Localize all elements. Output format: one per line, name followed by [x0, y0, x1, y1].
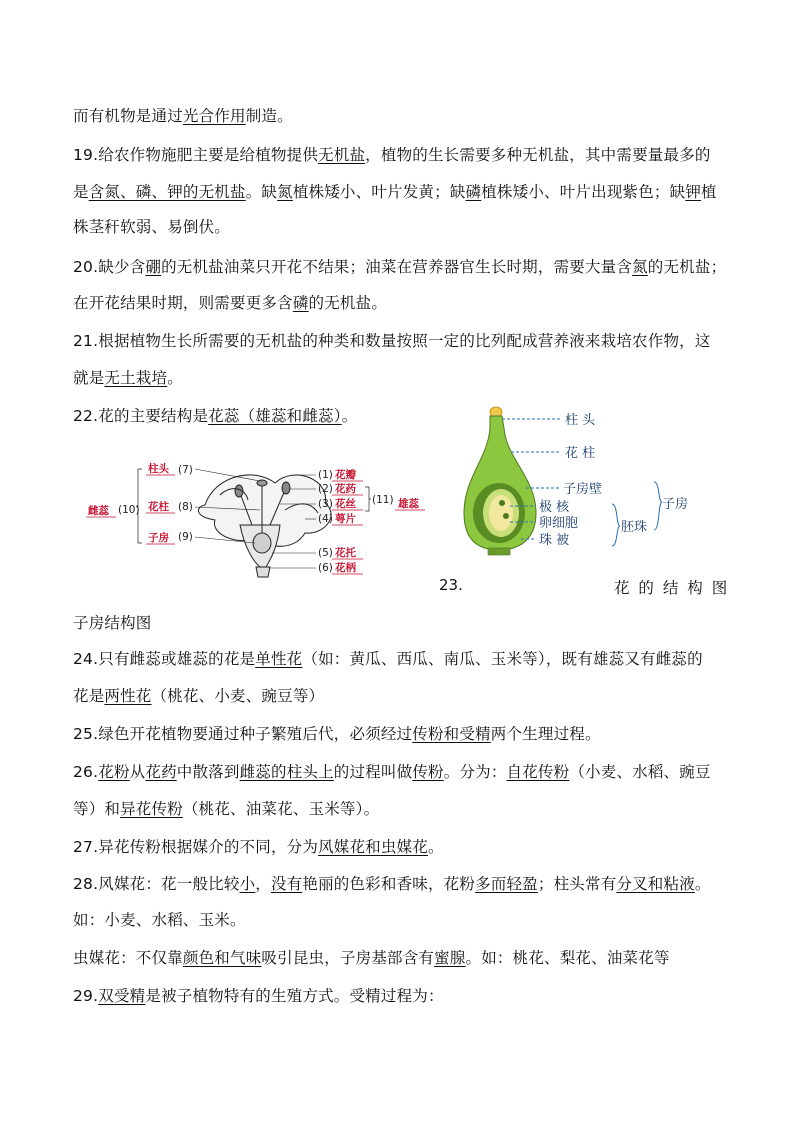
- line-20a: [73, 257, 726, 277]
- text-span: 20.缺少含: [73, 258, 146, 276]
- text-span: 虫媒花：不仅靠: [73, 949, 183, 967]
- label-pedicel: 花柄: [335, 562, 356, 574]
- label-ovule: 胚珠: [621, 520, 648, 535]
- underlined-term: 硼: [145, 258, 162, 276]
- text-span: 。: [694, 875, 711, 893]
- label-stigma-2: 柱 头: [565, 413, 596, 428]
- text-span: 的无机盐油菜只开花不结果；油菜在营养器官生长时期，需要大量含: [161, 258, 633, 276]
- line-19b: [73, 182, 717, 202]
- num-10: (10): [118, 504, 140, 516]
- text-span: 中散落到: [176, 763, 240, 781]
- line-26b: [73, 799, 379, 819]
- underlined-term: 小: [239, 875, 256, 893]
- underlined-term: 花粉: [98, 763, 130, 781]
- text-span: 。: [427, 838, 444, 856]
- underlined-term: 磷: [292, 294, 309, 312]
- underlined-term: 雌蕊的柱头上: [239, 763, 334, 781]
- text-span: 从: [129, 763, 146, 781]
- text-span: 26.: [73, 763, 99, 781]
- text-span: 的无机盐；: [647, 258, 727, 276]
- num-6: (6): [318, 562, 333, 574]
- underlined-term: 没有: [270, 875, 303, 893]
- label-petal: 花瓣: [335, 469, 356, 481]
- underlined-term: 磷: [465, 183, 482, 201]
- ovary-braces: [612, 482, 662, 546]
- num-4: (4): [318, 513, 333, 525]
- underlined-term: 氮: [277, 183, 293, 201]
- text-span: 27.异花传粉根据媒介的不同，分为: [73, 838, 319, 856]
- text-span: 而有机物是通过: [73, 107, 183, 125]
- line-28a: [73, 874, 711, 894]
- text-span: 子房结构图: [73, 614, 152, 632]
- text-span: 22.花的主要结构是: [73, 407, 209, 425]
- line-23caption: [73, 613, 152, 633]
- text-span: （桃花、油菜花、玉米等）。: [182, 800, 380, 818]
- line-27: [73, 837, 444, 857]
- text-span: 28.风媒花：花一般比较: [73, 875, 240, 893]
- line-28b: [73, 910, 246, 930]
- line-24a: [73, 649, 703, 669]
- line-21a: [73, 331, 711, 351]
- label-stamen: 雄蕊: [398, 498, 419, 510]
- underlined-term: 双受精: [98, 987, 146, 1005]
- text-span: 是被子植物特有的生殖方式。受精过程为：: [145, 987, 444, 1005]
- underlined-term: 异花传粉: [120, 800, 183, 818]
- underlined-term: 无机盐: [318, 146, 366, 164]
- text-span: 植: [701, 183, 717, 201]
- text-span: 25.绿色开花植物要通过种子繁殖后代，必须经过: [73, 725, 413, 743]
- text-span: 是: [73, 183, 89, 201]
- num-9: (9): [178, 531, 193, 543]
- underlined-term: 光合作用: [182, 107, 246, 125]
- underlined-term: 颜色和气味: [182, 949, 262, 967]
- text-span: 吸引昆虫，子房基部含有: [261, 949, 435, 967]
- text-span: 。分为：: [443, 763, 507, 781]
- line-26a: [73, 762, 711, 782]
- underlined-term: 自花传粉: [506, 763, 570, 781]
- line-22: [73, 406, 357, 426]
- label-stigma: 柱头: [148, 463, 169, 475]
- num-3: (3): [318, 498, 333, 510]
- text-span: 19.给农作物施肥主要是给植物提供: [73, 146, 319, 164]
- label-polar-nuclei: 极 核: [539, 500, 570, 515]
- figure-caption-number: 23.: [439, 576, 463, 594]
- num-2: (2): [318, 483, 333, 495]
- text-span: 艳丽的色彩和香味，花粉: [302, 875, 476, 893]
- text-span: 两个生理过程。: [490, 725, 601, 743]
- text-span: 如：小麦、水稻、玉米。: [73, 911, 246, 929]
- label-ovary: 子房: [148, 532, 169, 544]
- text-span: 在开花结果时期，则需要更多含: [73, 294, 293, 312]
- underlined-term: 氮: [632, 258, 648, 276]
- text-span: （桃花、小麦、豌豆等）: [151, 687, 325, 705]
- text-span: 植株矮小、叶片发黄；缺: [292, 183, 466, 201]
- underlined-term: 传粉和受精: [412, 725, 491, 743]
- line-24b: [73, 686, 324, 706]
- underlined-term: 无土栽培: [104, 369, 168, 387]
- text-span: （如：黄瓜、西瓜、南瓜、玉米等），既有雄蕊又有雌蕊的: [302, 650, 703, 668]
- label-ovary-2: 子房: [662, 497, 689, 512]
- label-receptacle: 花托: [335, 547, 356, 559]
- underlined-term: 花蕊（雄蕊和雌蕊）: [208, 407, 342, 425]
- figure-caption: 花 的 结 构 图: [614, 579, 730, 597]
- label-anther: 花药: [335, 483, 356, 495]
- num-5: (5): [318, 547, 333, 559]
- text-span: 24.只有雌蕊或雄蕊的花是: [73, 650, 256, 668]
- line-28c: [73, 948, 670, 968]
- text-span: 21.根据植物生长所需要的无机盐的种类和数量按照一定的比列配成营养液来栽培农作物，这: [73, 332, 711, 350]
- num-8: (8): [178, 501, 193, 513]
- underlined-term: 传粉: [412, 763, 444, 781]
- line-0: [73, 106, 293, 126]
- label-style: 花柱: [148, 501, 169, 513]
- ovary-drawing: [464, 407, 536, 555]
- underlined-term: 两性花: [104, 687, 152, 705]
- text-span: ；柱头常有: [537, 875, 617, 893]
- label-integument: 珠 被: [539, 533, 570, 548]
- text-span: ，植物的生长需要多种无机盐，其中需要量最多的: [365, 146, 711, 164]
- underlined-term: 风媒花和虫媒花: [318, 838, 428, 856]
- text-span: 花是: [73, 687, 105, 705]
- underlined-term: 蜜腺: [434, 949, 466, 967]
- label-ovary-wall: 子房壁: [563, 482, 603, 497]
- line-20b: [73, 293, 387, 313]
- underlined-term: 花药: [145, 763, 177, 781]
- text-span: 。如：桃花、梨花、油菜花等: [465, 949, 670, 967]
- text-span: 。缺: [245, 183, 278, 201]
- text-span: 的过程叫做: [333, 763, 413, 781]
- ovary-labels: [539, 412, 688, 548]
- text-span: 等）和: [73, 800, 121, 818]
- num-11: (11): [372, 494, 394, 506]
- ovary-structure-diagram: [466, 398, 696, 563]
- text-span: ，: [255, 875, 271, 893]
- label-sepal: 萼片: [335, 513, 356, 525]
- line-29: [73, 986, 444, 1006]
- label-pistil: 雌蕊: [88, 505, 109, 517]
- label-style-2: 花 柱: [565, 446, 596, 461]
- text-span: 植株矮小、叶片出现紫色；缺: [481, 183, 686, 201]
- line-25: [73, 724, 601, 744]
- line-19a: [73, 145, 711, 165]
- text-span: 29.: [73, 987, 99, 1005]
- underlined-term: 多而轻盈: [475, 875, 538, 893]
- label-filament: 花丝: [335, 498, 356, 510]
- text-span: 就是: [73, 369, 105, 387]
- text-span: 。: [167, 369, 183, 387]
- flower-structure-diagram: [80, 455, 440, 580]
- line-21b: [73, 368, 183, 388]
- underlined-term: 分叉和粘液: [616, 875, 695, 893]
- underlined-term: 钾: [685, 183, 702, 201]
- text-span: （小麦、水稻、豌豆: [569, 763, 711, 781]
- line-19c: [73, 217, 230, 237]
- underlined-term: 含氮、磷、钾的无机盐: [88, 183, 246, 201]
- label-egg-cell: 卵细胞: [539, 516, 579, 531]
- text-span: 的无机盐。: [308, 294, 388, 312]
- text-span: 制造。: [245, 107, 293, 125]
- text-span: 株茎秆软弱、易倒伏。: [73, 218, 231, 236]
- underlined-term: 单性花: [255, 650, 303, 668]
- flower-drawing: [198, 475, 331, 577]
- num-1: (1): [318, 469, 333, 481]
- num-7: (7): [178, 464, 193, 476]
- text-span: 。: [341, 407, 358, 425]
